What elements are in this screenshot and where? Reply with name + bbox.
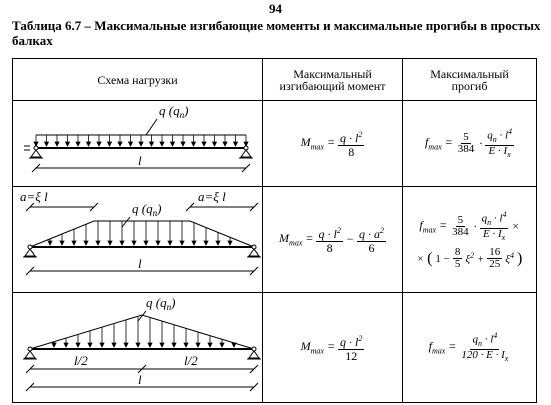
- load-arrow-head: [216, 241, 220, 245]
- load-arrow-head: [84, 241, 88, 245]
- load-arrow-head: [170, 142, 174, 146]
- load-arrow-head: [132, 241, 136, 245]
- moment-formula: $M_{max}$ = $\frac{q \cdot l^2}{8}$ − $\frac{q \cdot a^2}{6}$: [279, 226, 384, 255]
- uniform-load-diagram: [14, 101, 262, 181]
- load-arrow-head: [148, 343, 152, 347]
- load-arrow-head: [136, 343, 140, 347]
- load-arrow-head: [202, 142, 206, 146]
- load-arrow-head: [97, 142, 101, 146]
- load-arrow-head: [34, 142, 38, 146]
- table-row: [13, 187, 537, 293]
- load-arrow-head: [192, 241, 196, 245]
- load-arrow-head: [96, 241, 100, 245]
- load-label: q $(q_n)$: [145, 295, 175, 312]
- deflection-formula: $f_{max}$ = $\frac{5}{384}$ · $\frac{q_n \cdot l^4}{E \cdot I_x}$: [424, 127, 513, 160]
- header-max-deflection: Максимальный прогиб: [403, 59, 537, 101]
- load-arrow-head: [86, 142, 90, 146]
- load-arrow-head: [76, 142, 80, 146]
- load-arrow-head: [128, 142, 132, 146]
- diagram-triangle-load: [13, 293, 263, 403]
- page-number: 94: [269, 1, 282, 16]
- load-arrow-head: [112, 343, 116, 347]
- deflection-formula: $f_{max}$ = $\frac{q_n \cdot l^4}{120 \cdot E \cdot I_x}$: [428, 331, 509, 364]
- load-arrow-head: [139, 142, 143, 146]
- load-arrow-head: [220, 343, 224, 347]
- load-label: q $(q_n)$: [158, 103, 188, 120]
- right-a-label: a=ξ l: [197, 189, 226, 204]
- deflection-cell-triangle: [403, 293, 537, 403]
- load-arrow-head: [184, 343, 188, 347]
- table-row: [13, 293, 537, 403]
- load-arrow-head: [107, 142, 111, 146]
- deflection-cell-trapezoid: [403, 187, 537, 293]
- load-arrow-head: [180, 241, 184, 245]
- load-outline: [30, 221, 254, 247]
- moment-cell-triangle: [263, 293, 403, 403]
- load-arrow-head: [223, 142, 227, 146]
- moment-cell-trapezoid: [263, 187, 403, 293]
- load-arrow-head: [212, 142, 216, 146]
- load-arrow-head: [76, 343, 80, 347]
- moment-cell-uniform: [263, 101, 403, 187]
- deflection-formula: $f_{max}$ = $\frac{5}{384}$ · $\frac{q_n \cdot l^4}{E \cdot I_x}$ × × ( 1 − $\frac{8}{5}$ $\xi^2$ + $\frac{16}{25}$ $\xi^4$ ): [416, 209, 523, 271]
- diagram-trapezoid-load: [13, 187, 263, 293]
- load-arrow-head: [228, 241, 232, 245]
- load-arrow-head: [65, 142, 69, 146]
- span-label: l: [137, 256, 142, 271]
- load-arrow-head: [196, 343, 200, 347]
- table-caption: Таблица 6.7 – Максимальные изгибающие моменты и максимальные прогибы в простых балках: [12, 18, 541, 48]
- diagram-uniform-load: [13, 101, 263, 187]
- load-arrow-head: [208, 343, 212, 347]
- moment-formula: $M_{max}$ = $\frac{q \cdot l^2}{8}$: [300, 130, 363, 159]
- deflection-cell-uniform: [403, 101, 537, 187]
- load-arrow-head: [52, 343, 56, 347]
- table-header-row: [13, 59, 537, 101]
- load-arrow-head: [124, 343, 128, 347]
- load-arrow-head: [232, 343, 236, 347]
- load-arrow-head: [64, 343, 68, 347]
- load-arrow-head: [204, 241, 208, 245]
- load-arrow-head: [181, 142, 185, 146]
- load-arrow-head: [156, 241, 160, 245]
- table-row: [13, 101, 537, 187]
- load-arrow-head: [108, 241, 112, 245]
- header-load-scheme: Схема нагрузки: [13, 59, 263, 101]
- load-arrow-head: [149, 142, 153, 146]
- load-arrow-head: [44, 142, 48, 146]
- load-arrow-head: [144, 241, 148, 245]
- load-arrow-head: [168, 241, 172, 245]
- load-arrow-head: [48, 241, 52, 245]
- left-a-label: a=ξ l: [19, 189, 48, 204]
- triangle-load-diagram: [14, 293, 262, 397]
- load-arrow-head: [233, 142, 237, 146]
- beam-table: [12, 58, 537, 403]
- load-arrow-head: [244, 142, 248, 146]
- half-span-left-label: l/2: [73, 353, 88, 368]
- load-arrow-head: [160, 142, 164, 146]
- span-label: l: [137, 372, 142, 387]
- load-arrow-head: [120, 241, 124, 245]
- header-max-moment: Максимальный изгибающий момент: [263, 59, 403, 101]
- load-arrow-head: [72, 241, 76, 245]
- load-arrow-head: [88, 343, 92, 347]
- load-arrow-head: [55, 142, 59, 146]
- moment-formula: $M_{max}$ = $\frac{q \cdot l^2}{12}$: [300, 334, 363, 363]
- load-arrow-head: [191, 142, 195, 146]
- load-arrow-head: [118, 142, 122, 146]
- load-arrow-head: [100, 343, 104, 347]
- trapezoid-load-diagram: [14, 187, 262, 287]
- load-arrow-head: [60, 241, 64, 245]
- load-arrow-head: [160, 343, 164, 347]
- load-arrow-head: [172, 343, 176, 347]
- half-span-right-label: l/2: [183, 353, 198, 368]
- load-label: q $(q_n)$: [131, 201, 161, 218]
- span-label: l: [137, 153, 142, 168]
